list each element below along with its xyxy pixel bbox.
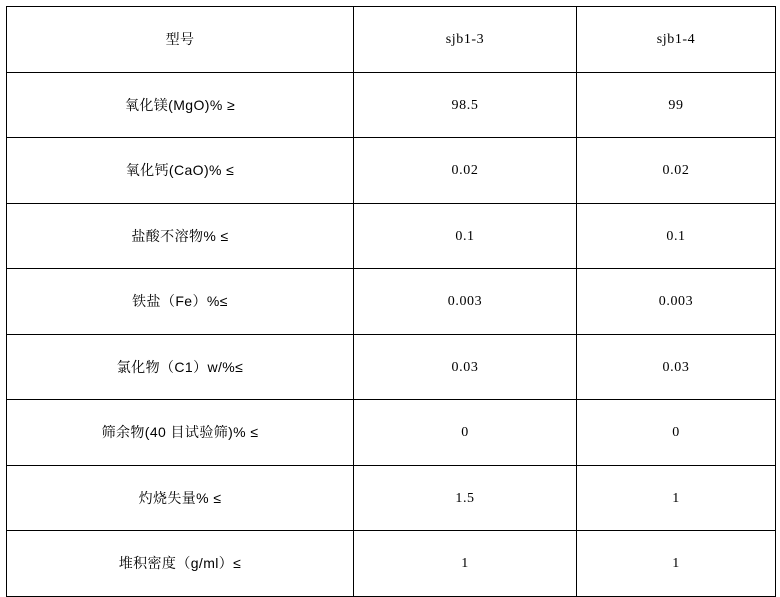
table-row bbox=[7, 203, 776, 269]
specification-table bbox=[6, 6, 776, 597]
row-value-model-1 bbox=[354, 531, 577, 597]
row-value-model-2-text: 99 bbox=[668, 97, 684, 113]
table-row bbox=[7, 138, 776, 204]
table-row bbox=[7, 400, 776, 466]
row-value-model-1-text: 0.03 bbox=[451, 359, 479, 375]
row-label: 氧化钙(CaO)% ≤ bbox=[7, 138, 354, 204]
row-value-model-1-text: 0 bbox=[461, 425, 469, 441]
row-value-model-1 bbox=[354, 465, 577, 531]
row-label: 铁盐（Fe）%≤ bbox=[7, 269, 354, 335]
row-label: 堆积密度（g/ml）≤ bbox=[7, 531, 354, 597]
row-value-model-1-text: 0.003 bbox=[447, 294, 483, 310]
row-value-model-2-text: 1 bbox=[672, 490, 680, 506]
row-label: 氯化物（C1）w/%≤ bbox=[7, 334, 354, 400]
table-row bbox=[7, 334, 776, 400]
row-value-model-2 bbox=[577, 203, 776, 269]
row-value-model-1 bbox=[354, 269, 577, 335]
row-value-model-2 bbox=[577, 138, 776, 204]
table-header-row bbox=[7, 7, 776, 73]
row-value-model-2-text: 0.003 bbox=[658, 294, 694, 310]
table-row bbox=[7, 72, 776, 138]
row-value-model-1-text: 0.1 bbox=[455, 228, 475, 244]
row-value-model-1-text: 98.5 bbox=[451, 97, 479, 113]
row-label: 氧化镁(MgO)% ≥ bbox=[7, 72, 354, 138]
row-value-model-2 bbox=[577, 531, 776, 597]
row-value-model-1 bbox=[354, 400, 577, 466]
column-header-name: 型号 bbox=[7, 7, 354, 73]
column-header-model-2-text: sjb1-4 bbox=[656, 32, 696, 48]
column-header-model-2 bbox=[577, 7, 776, 73]
row-value-model-1 bbox=[354, 203, 577, 269]
row-value-model-2-text: 1 bbox=[672, 556, 680, 572]
row-value-model-1-text: 1.5 bbox=[455, 490, 475, 506]
row-value-model-1 bbox=[354, 72, 577, 138]
row-value-model-1-text: 1 bbox=[461, 556, 469, 572]
row-value-model-2 bbox=[577, 269, 776, 335]
table-row bbox=[7, 269, 776, 335]
column-header-model-1-text: sjb1-3 bbox=[445, 32, 485, 48]
row-label: 筛余物(40 目试验筛)% ≤ bbox=[7, 400, 354, 466]
table-row bbox=[7, 531, 776, 597]
row-value-model-2 bbox=[577, 465, 776, 531]
row-value-model-2 bbox=[577, 72, 776, 138]
row-value-model-2-text: 0.03 bbox=[662, 359, 690, 375]
row-value-model-1 bbox=[354, 138, 577, 204]
row-label: 盐酸不溶物% ≤ bbox=[7, 203, 354, 269]
row-value-model-1-text: 0.02 bbox=[451, 163, 479, 179]
row-value-model-2 bbox=[577, 400, 776, 466]
row-value-model-2-text: 0.02 bbox=[662, 163, 690, 179]
row-value-model-2-text: 0 bbox=[672, 425, 680, 441]
column-header-model-1 bbox=[354, 7, 577, 73]
row-label: 灼烧失量% ≤ bbox=[7, 465, 354, 531]
table-row bbox=[7, 465, 776, 531]
row-value-model-1 bbox=[354, 334, 577, 400]
row-value-model-2-text: 0.1 bbox=[666, 228, 686, 244]
row-value-model-2 bbox=[577, 334, 776, 400]
